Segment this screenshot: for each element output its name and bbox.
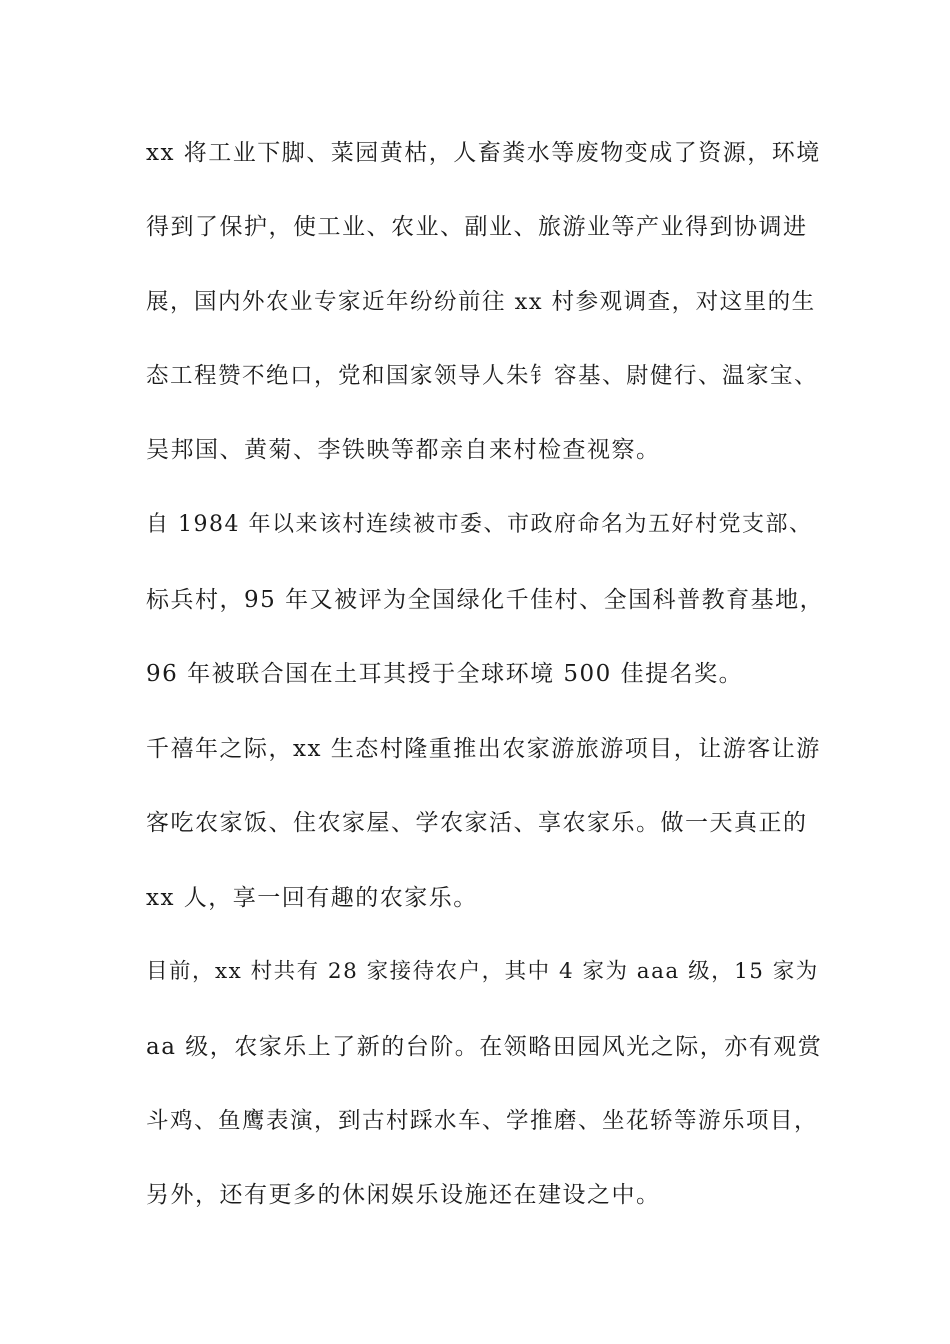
text-line: 得到了保护，使工业、农业、副业、旅游业等产业得到协调进	[146, 214, 808, 240]
text-line: 千禧年之际，xx 生态村隆重推出农家游旅游项目，让游客让游	[146, 736, 821, 762]
text-line: 态工程赞不绝口，党和国家领导人朱钅容基、尉健行、温家宝、	[146, 363, 819, 389]
text-line: 96 年被联合国在土耳其授于全球环境 500 佳提名奖。	[146, 661, 744, 687]
text-line: 斗鸡、鱼鹰表演，到古村踩水车、学推磨、坐花轿等游乐项目，	[146, 1108, 819, 1134]
text-line: 客吃农家饭、住农家屋、学农家活、享农家乐。做一天真正的	[146, 810, 808, 836]
text-line: 另外，还有更多的休闲娱乐设施还在建设之中。	[146, 1182, 661, 1208]
text-line: 自 1984 年以来该村连续被市委、市政府命名为五好村党支部、	[146, 512, 813, 537]
text-line: xx 人，享一回有趣的农家乐。	[146, 885, 478, 911]
text-line: aa 级，农家乐上了新的台阶。在领略田园风光之际，亦有观赏	[146, 1034, 823, 1060]
text-line: 展，国内外农业专家近年纷纷前往 xx 村参观调查，对这里的生	[146, 289, 816, 315]
text-line: xx 将工业下脚、菜园黄枯，人畜粪水等废物变成了资源，环境	[146, 140, 821, 166]
text-line: 标兵村，95 年又被评为全国绿化千佳村、全国科普教育基地，	[146, 587, 825, 613]
text-line: 吴邦国、黄菊、李铁映等都亲自来村检查视察。	[146, 437, 661, 463]
text-line: 目前，xx 村共有 28 家接待农户，其中 4 家为 aaa 级，15 家为	[146, 959, 819, 984]
